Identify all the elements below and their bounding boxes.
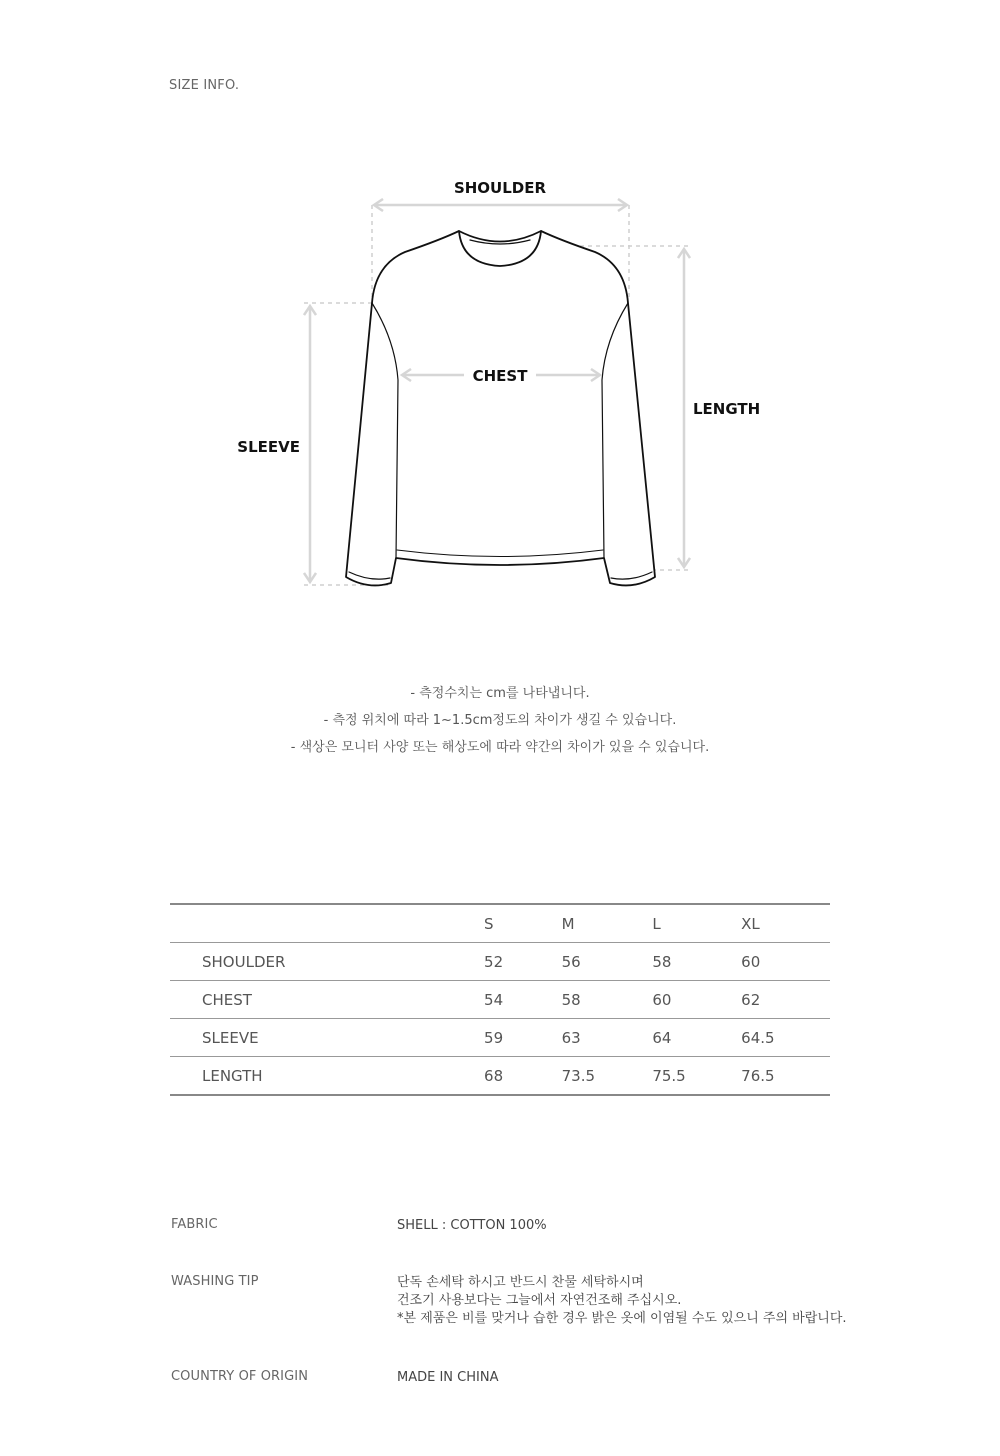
table-cell: 52	[484, 943, 562, 981]
table-cell: 60	[741, 943, 830, 981]
table-cell: 58	[562, 981, 653, 1019]
table-row	[170, 1019, 830, 1057]
origin-label: COUNTRY OF ORIGIN	[171, 1369, 309, 1384]
table-cell: 62	[741, 981, 830, 1019]
measurement-notes	[0, 680, 1000, 761]
chest-label: CHEST	[472, 367, 528, 385]
washing-tip-line: *본 제품은 비를 맞거나 습한 경우 밝은 옷에 이염될 수도 있으니 주의 바랍니다.	[397, 1311, 847, 1326]
table-cell: 64.5	[741, 1019, 830, 1057]
washing-tip-line: 건조기 사용보다는 그늘에서 자연건조해 주십시오.	[397, 1293, 682, 1308]
table-cell: 58	[652, 943, 741, 981]
sweatshirt-size-diagram	[0, 0, 1000, 640]
note-line: - 색상은 모니터 사양 또는 해상도에 따라 약간의 차이가 있을 수 있습니다.	[290, 740, 710, 755]
table-cell: 64	[652, 1019, 741, 1057]
table-cell: 68	[484, 1057, 562, 1096]
fabric-value: SHELL : COTTON 100%	[397, 1218, 547, 1233]
table-cell: 54	[484, 981, 562, 1019]
table-cell: 60	[652, 981, 741, 1019]
fabric-label: FABRIC	[171, 1217, 218, 1232]
table-cell: 56	[562, 943, 653, 981]
header-cell-l: L	[652, 904, 741, 943]
table-cell: 59	[484, 1019, 562, 1057]
row-name: SLEEVE	[170, 1019, 484, 1057]
length-label: LENGTH	[693, 400, 761, 418]
row-name: SHOULDER	[170, 943, 484, 981]
sleeve-label: SLEEVE	[237, 438, 300, 456]
table-row	[170, 981, 830, 1019]
header-cell-s: S	[484, 904, 562, 943]
washing-tip-line: 단독 손세탁 하시고 반드시 찬물 세탁하시며	[397, 1275, 644, 1290]
table-cell: 75.5	[652, 1057, 741, 1096]
header-cell	[170, 904, 484, 943]
table-row	[170, 1057, 830, 1096]
shoulder-label: SHOULDER	[453, 179, 547, 197]
section-title: SIZE INFO.	[169, 78, 240, 93]
header-cell-m: M	[562, 904, 653, 943]
washing-tip-label: WASHING TIP	[171, 1274, 259, 1289]
sweatshirt-outline	[346, 231, 655, 585]
table-header-row	[170, 904, 830, 943]
header-cell-xl: XL	[741, 904, 830, 943]
size-table	[170, 903, 830, 1096]
origin-value: MADE IN CHINA	[397, 1370, 499, 1385]
note-line: - 측정 위치에 따라 1~1.5cm정도의 차이가 생길 수 있습니다.	[323, 713, 677, 728]
table-cell: 76.5	[741, 1057, 830, 1096]
note-line: - 측정수치는 cm를 나타냅니다.	[410, 686, 590, 701]
row-name: CHEST	[170, 981, 484, 1019]
table-cell: 63	[562, 1019, 653, 1057]
washing-tip-text	[397, 1274, 847, 1328]
row-name: LENGTH	[170, 1057, 484, 1096]
table-row	[170, 943, 830, 981]
table-cell: 73.5	[562, 1057, 653, 1096]
